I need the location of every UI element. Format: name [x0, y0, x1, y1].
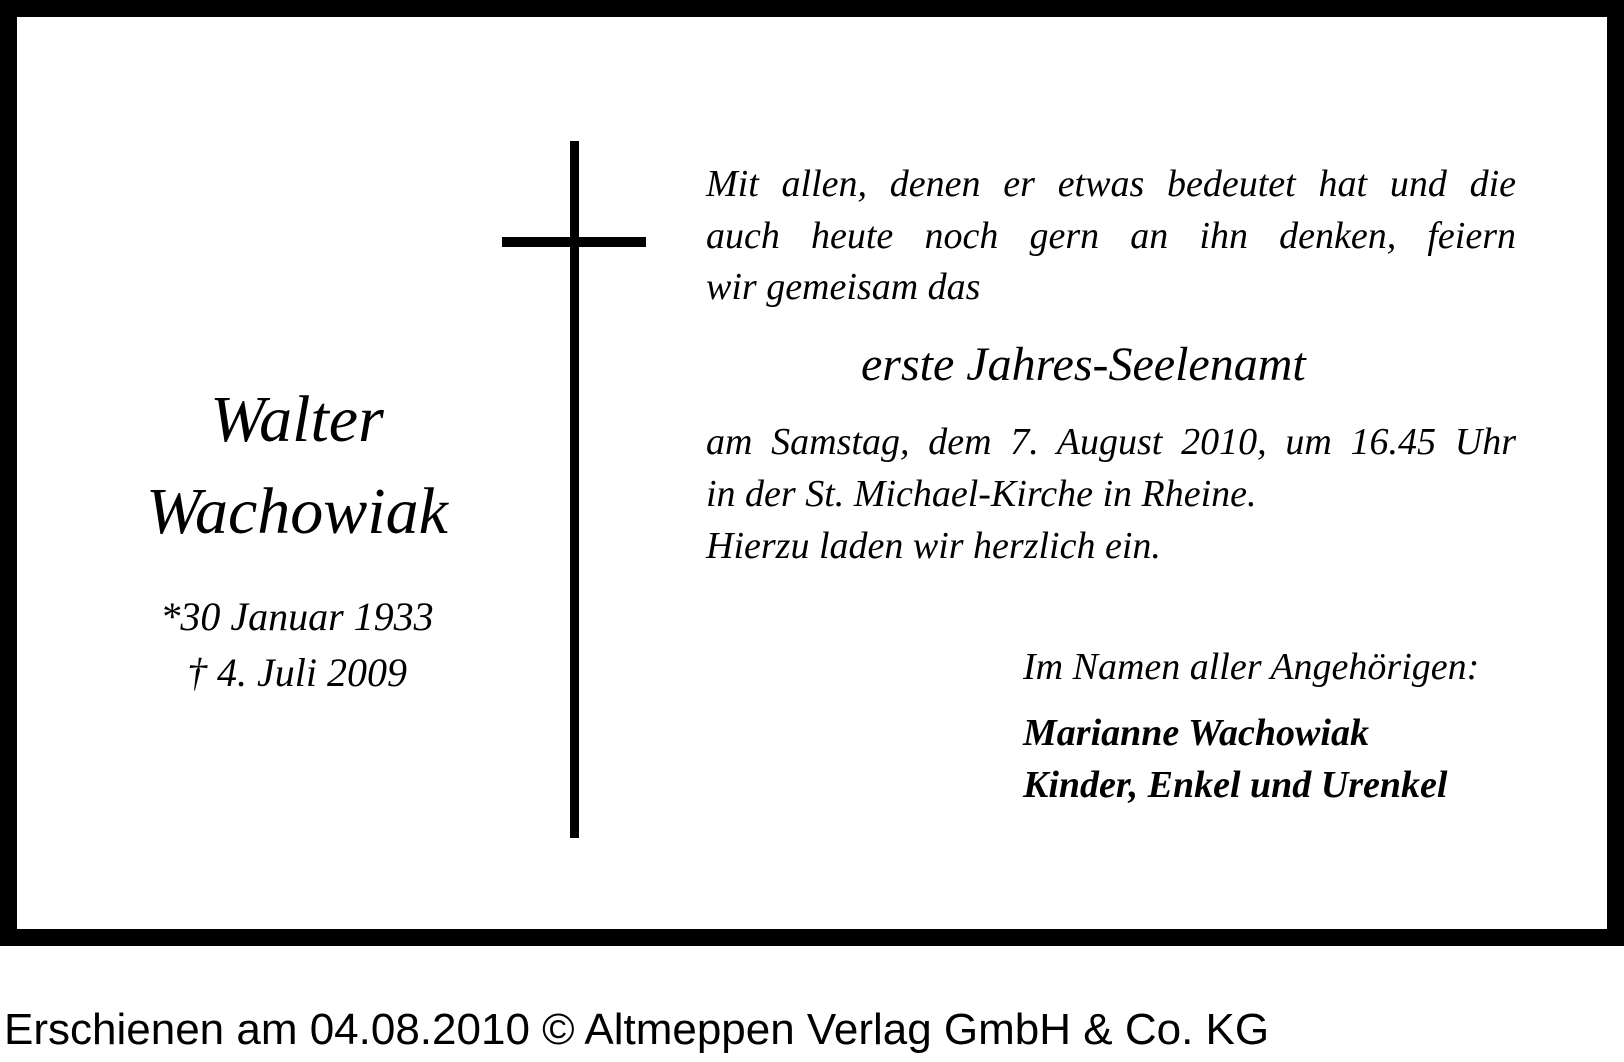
notice-heading: erste Jahres-Seelenamt	[861, 338, 1306, 391]
death-date: † 4. Juli 2009	[187, 650, 407, 695]
notice-line-6: Hierzu laden wir herzlich ein.	[706, 525, 1161, 567]
last-name: Wachowiak	[146, 475, 448, 548]
first-name: Walter	[210, 383, 384, 456]
signature-family: Kinder, Enkel und Urenkel	[1023, 764, 1448, 806]
notice-line-1: Mit allen, denen er etwas bedeutet hat und die	[706, 163, 1516, 205]
signature-intro: Im Namen aller Angehörigen:	[1023, 646, 1480, 688]
notice-line-5: in der St. Michael-Kirche in Rheine.	[706, 473, 1257, 515]
signature-name: Marianne Wachowiak	[1023, 712, 1369, 754]
publication-footer: Erschienen am 04.08.2010 © Altmeppen Verlag GmbH & Co. KG	[4, 1005, 1270, 1054]
birth-date: *30 Januar 1933	[160, 594, 434, 639]
notice-line-4: am Samstag, dem 7. August 2010, um 16.45 Uhr	[706, 421, 1516, 463]
notice-line-2: auch heute noch gern an ihn denken, feiern	[706, 215, 1516, 257]
cross-icon-horizontal	[502, 237, 646, 247]
notice-line-3: wir gemeisam das	[706, 266, 981, 308]
